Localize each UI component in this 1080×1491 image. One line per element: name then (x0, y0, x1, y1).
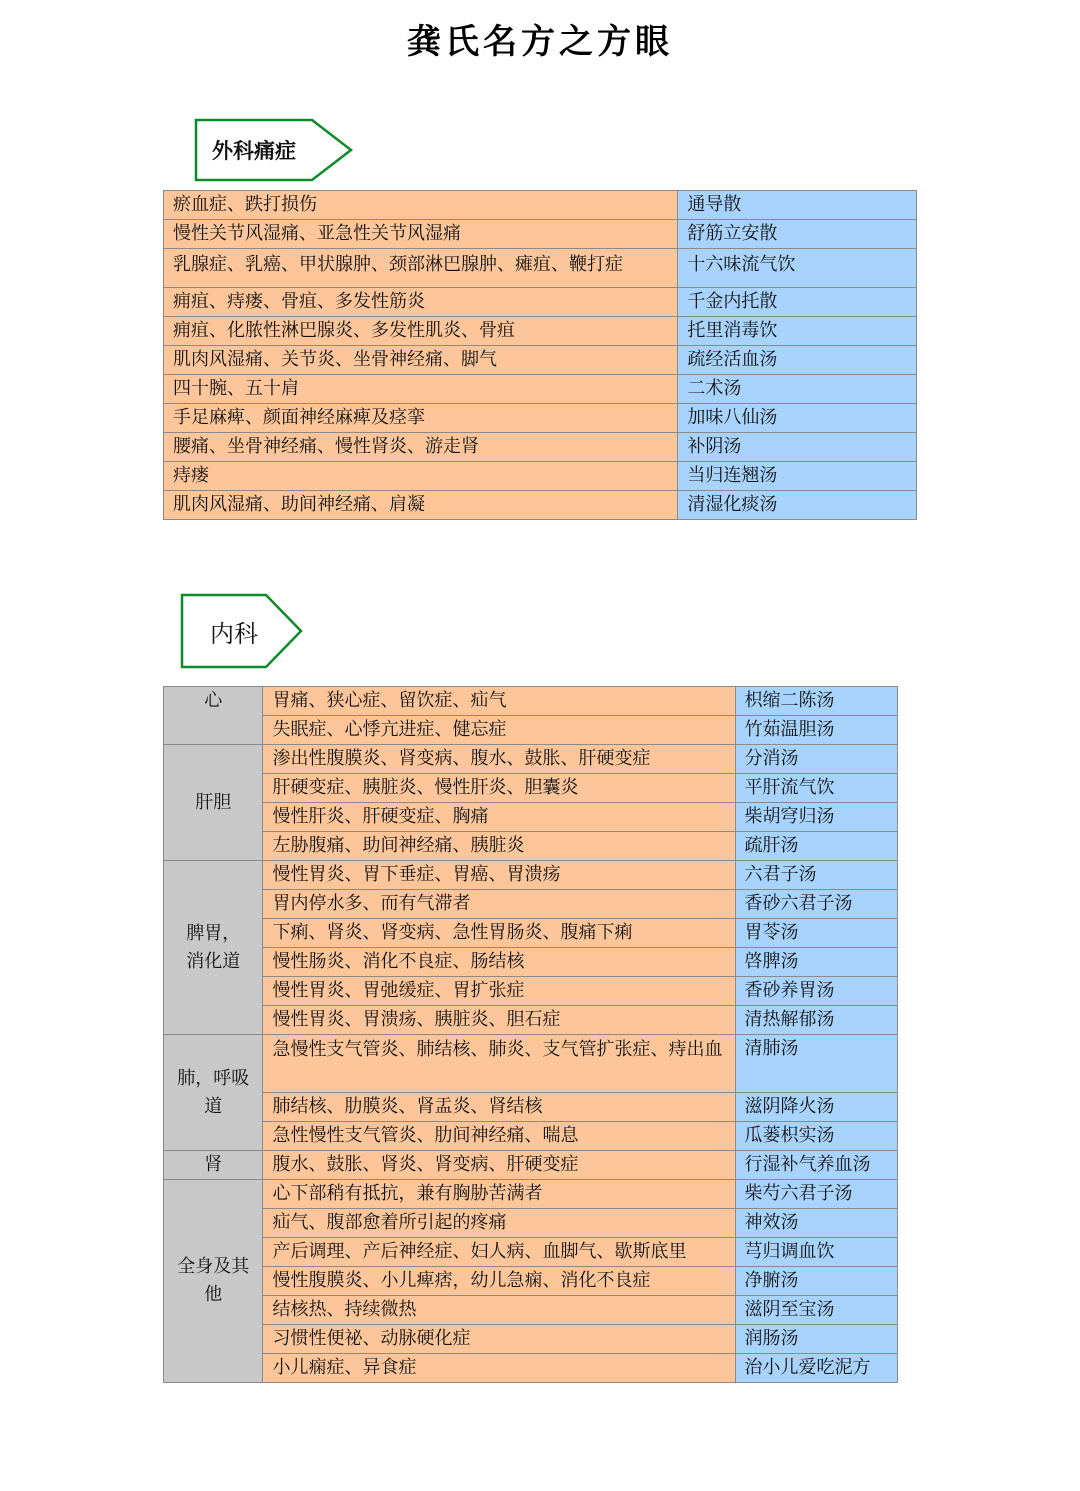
table-row (164, 716, 898, 745)
disease-cell: 肺结核、肋膜炎、肾盂炎、肾结核 (263, 1093, 735, 1122)
formula-cell: 分消汤 (735, 745, 898, 774)
formula-cell: 平肝流气饮 (735, 774, 898, 803)
table-row (164, 1296, 898, 1325)
category-cell: 肾 (164, 1151, 263, 1180)
disease-cell: 左胁腹痛、助间神经痛、胰脏炎 (263, 832, 735, 861)
table-row (164, 803, 898, 832)
table-row (164, 919, 898, 948)
disease-cell: 慢性关节风湿痛、亚急性关节风湿痛 (164, 220, 678, 249)
disease-cell: 瘀血症、跌打损伤 (164, 191, 678, 220)
formula-cell: 芎归调血饮 (735, 1238, 898, 1267)
formula-cell: 十六味流气饮 (678, 249, 917, 288)
table-row (164, 687, 898, 716)
disease-cell: 失眠症、心悸亢进症、健忘症 (263, 716, 735, 745)
category-cell: 全身及其他 (164, 1180, 263, 1383)
disease-cell: 胃内停水多、而有气滞者 (263, 890, 735, 919)
table-row (164, 346, 917, 375)
formula-cell: 神效汤 (735, 1209, 898, 1238)
formula-cell: 清热解郁汤 (735, 1006, 898, 1035)
disease-cell: 急慢性支气管炎、肺结核、肺炎、支气管扩张症、痔出血 (263, 1035, 735, 1093)
table-row (164, 1209, 898, 1238)
table-row (164, 977, 898, 1006)
disease-cell: 痈疽、痔瘘、骨疽、多发性筋炎 (164, 288, 678, 317)
formula-cell: 清湿化痰汤 (678, 491, 917, 520)
disease-cell: 产后调理、产后神经症、妇人病、血脚气、歇斯底里 (263, 1238, 735, 1267)
disease-cell: 结核热、持续微热 (263, 1296, 735, 1325)
formula-cell: 滋阴降火汤 (735, 1093, 898, 1122)
disease-cell: 慢性肠炎、消化不良症、肠结核 (263, 948, 735, 977)
formula-cell: 行湿补气养血汤 (735, 1151, 898, 1180)
category-cell: 肝胆 (164, 745, 263, 861)
table-row (164, 404, 917, 433)
formula-cell: 治小儿爱吃泥方 (735, 1354, 898, 1383)
table-row (164, 1180, 898, 1209)
formula-cell: 千金内托散 (678, 288, 917, 317)
category-cell: 脾胃，消化道 (164, 861, 263, 1035)
table-row (164, 1325, 898, 1354)
disease-cell: 手足麻痺、颜面神经麻痺及痉挛 (164, 404, 678, 433)
formula-cell: 疏经活血汤 (678, 346, 917, 375)
formula-cell: 补阴汤 (678, 433, 917, 462)
table-row (164, 249, 917, 288)
table-row (164, 774, 898, 803)
formula-cell: 当归连翘汤 (678, 462, 917, 491)
formula-cell: 胃苓汤 (735, 919, 898, 948)
table-row (164, 220, 917, 249)
section-label: 外科痛症 (212, 139, 296, 163)
table-row (164, 317, 917, 346)
disease-cell: 慢性胃炎、胃弛缓症、胃扩张症 (263, 977, 735, 1006)
disease-cell: 心下部稍有抵抗，兼有胸胁苦满者 (263, 1180, 735, 1209)
table-row (164, 288, 917, 317)
internal-medicine-table (163, 686, 898, 1383)
table-row (164, 1006, 898, 1035)
disease-cell: 慢性肝炎、肝硬变症、胸痛 (263, 803, 735, 832)
section-tag-internal (180, 593, 304, 669)
table-row (164, 375, 917, 404)
disease-cell: 习惯性便祕、动脉硬化症 (263, 1325, 735, 1354)
disease-cell: 胃痛、狭心症、留饮症、疝气 (263, 687, 735, 716)
formula-cell: 清肺汤 (735, 1035, 898, 1093)
formula-cell: 枳缩二陈汤 (735, 687, 898, 716)
table-row (164, 1354, 898, 1383)
section-label: 内科 (210, 619, 258, 648)
table-row (164, 191, 917, 220)
disease-cell: 疝气、腹部愈着所引起的疼痛 (263, 1209, 735, 1238)
formula-cell: 滋阴至宝汤 (735, 1296, 898, 1325)
page-title: 龚氏名方之方眼 (407, 22, 673, 62)
formula-cell: 六君子汤 (735, 861, 898, 890)
disease-cell: 肌肉风湿痛、助间神经痛、肩凝 (164, 491, 678, 520)
formula-cell: 舒筋立安散 (678, 220, 917, 249)
table-row (164, 745, 898, 774)
disease-cell: 渗出性腹膜炎、肾变病、腹水、鼓胀、肝硬变症 (263, 745, 735, 774)
table-row (164, 1093, 898, 1122)
table-row (164, 433, 917, 462)
disease-cell: 痔瘘 (164, 462, 678, 491)
table-row (164, 1151, 898, 1180)
formula-cell: 竹茹温胆汤 (735, 716, 898, 745)
formula-cell: 香砂养胃汤 (735, 977, 898, 1006)
disease-cell: 慢性腹膜炎、小儿痺痞，幼儿急痫、消化不良症 (263, 1267, 735, 1296)
table-row (164, 832, 898, 861)
table-row (164, 1238, 898, 1267)
formula-cell: 柴芍六君子汤 (735, 1180, 898, 1209)
section-tag-surgery (194, 118, 354, 182)
table-row (164, 1267, 898, 1296)
formula-cell: 柴胡穹归汤 (735, 803, 898, 832)
table-row (164, 1122, 898, 1151)
formula-cell: 润肠汤 (735, 1325, 898, 1354)
formula-cell: 瓜蒌枳实汤 (735, 1122, 898, 1151)
table-row (164, 890, 898, 919)
table-row (164, 462, 917, 491)
category-cell: 心 (164, 687, 263, 745)
disease-cell: 乳腺症、乳癌、甲状腺肿、颈部淋巴腺肿、瘫疽、鞭打症 (164, 249, 678, 288)
disease-cell: 肝硬变症、胰脏炎、慢性肝炎、胆囊炎 (263, 774, 735, 803)
table-row (164, 1035, 898, 1093)
formula-cell: 二术汤 (678, 375, 917, 404)
disease-cell: 下痢、肾炎、肾变病、急性胃肠炎、腹痛下痢 (263, 919, 735, 948)
formula-cell: 托里消毒饮 (678, 317, 917, 346)
disease-cell: 慢性胃炎、胃下垂症、胃癌、胃溃疡 (263, 861, 735, 890)
disease-cell: 小儿痫症、异食症 (263, 1354, 735, 1383)
disease-cell: 痈疽、化脓性淋巴腺炎、多发性肌炎、骨疽 (164, 317, 678, 346)
formula-cell: 加味八仙汤 (678, 404, 917, 433)
table-row (164, 948, 898, 977)
formula-cell: 净腑汤 (735, 1267, 898, 1296)
category-cell: 肺，呼吸道 (164, 1035, 263, 1151)
disease-cell: 急性慢性支气管炎、肋间神经痛、喘息 (263, 1122, 735, 1151)
surgery-table (163, 190, 917, 520)
disease-cell: 慢性胃炎、胃溃疡、胰脏炎、胆石症 (263, 1006, 735, 1035)
formula-cell: 通导散 (678, 191, 917, 220)
formula-cell: 疏肝汤 (735, 832, 898, 861)
formula-cell: 啓脾汤 (735, 948, 898, 977)
table-row (164, 491, 917, 520)
disease-cell: 四十腕、五十肩 (164, 375, 678, 404)
formula-cell: 香砂六君子汤 (735, 890, 898, 919)
disease-cell: 腹水、鼓胀、肾炎、肾变病、肝硬变症 (263, 1151, 735, 1180)
disease-cell: 肌肉风湿痛、关节炎、坐骨神经痛、脚气 (164, 346, 678, 375)
disease-cell: 腰痛、坐骨神经痛、慢性肾炎、游走肾 (164, 433, 678, 462)
table-row (164, 861, 898, 890)
